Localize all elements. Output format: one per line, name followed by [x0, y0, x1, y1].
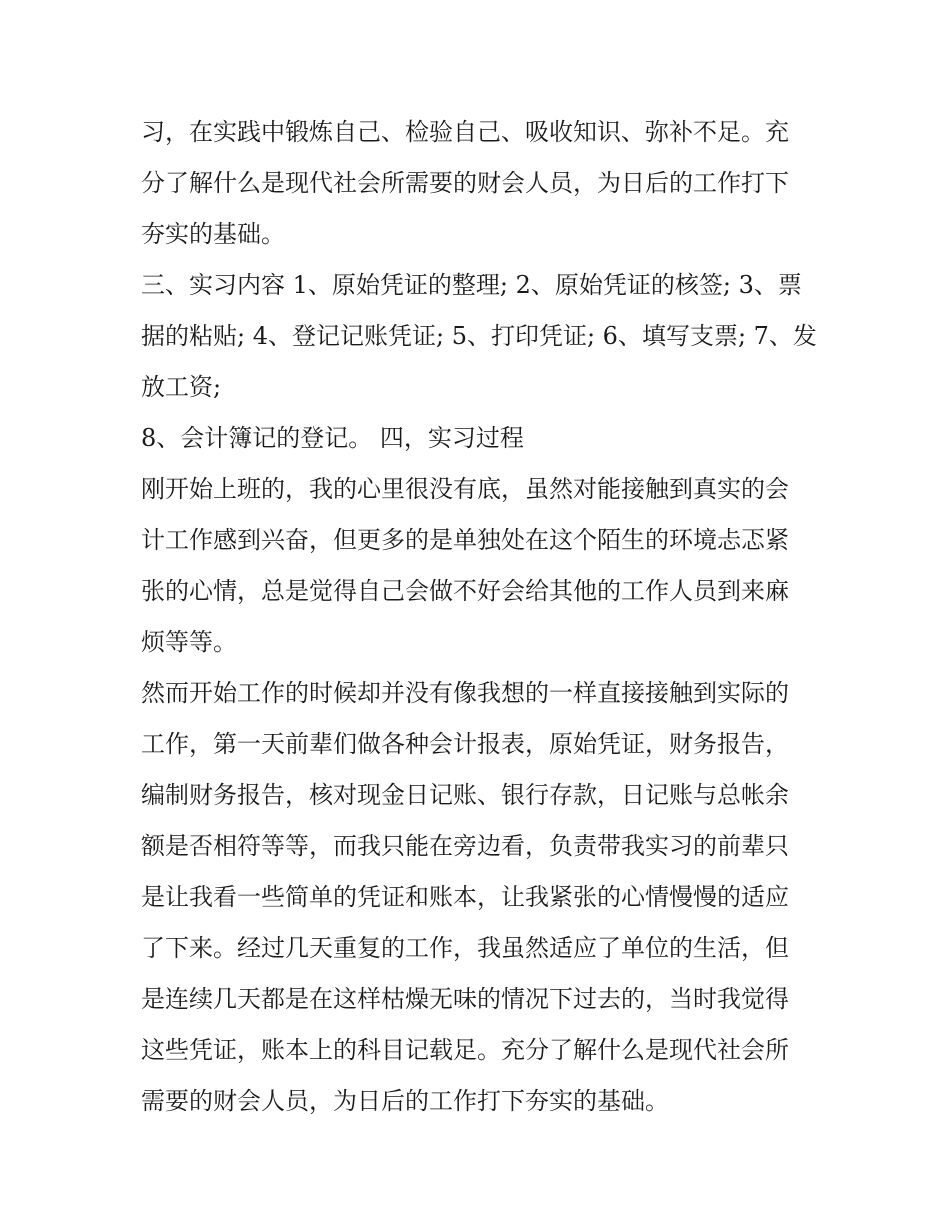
- text-line: 编制财务报告，核对现金日记账、银行存款，日记账与总帐余: [141, 781, 789, 809]
- text-line: 放工资;: [141, 373, 222, 401]
- text-line: 三、实习内容 1、原始凭证的整理; 2、原始凭证的核签; 3、票: [141, 271, 802, 299]
- text-line: 是连续几天都是在这样枯燥无味的情况下过去的，当时我觉得: [141, 985, 789, 1013]
- text-line: 工作，第一天前辈们做各种会计报表，原始凭证，财务报告，: [141, 730, 789, 758]
- text-line: 需要的财会人员，为日后的工作打下夯实的基础。: [141, 1087, 669, 1115]
- text-line: 习，在实践中锻炼自己、检验自己、吸收知识、弥补不足。充: [141, 118, 789, 146]
- text-line: 是让我看一些简单的凭证和账本，让我紧张的心情慢慢的适应: [141, 883, 789, 911]
- text-line: 据的粘贴; 4、登记记账凭证; 5、打印凭证; 6、填写支票; 7、发: [141, 322, 817, 350]
- text-line: 这些凭证，账本上的科目记载足。充分了解什么是现代社会所: [141, 1036, 789, 1064]
- text-line: 刚开始上班的，我的心里很没有底，虽然对能接触到真实的会: [141, 475, 789, 503]
- document-body: [141, 107, 821, 1127]
- text-line: 了下来。经过几天重复的工作，我虽然适应了单位的生活，但: [141, 934, 789, 962]
- text-line: 烦等等。: [141, 628, 237, 656]
- text-line: 夯实的基础。: [141, 220, 285, 248]
- text-line: 计工作感到兴奋，但更多的是单独处在这个陌生的环境忐忑紧: [141, 526, 789, 554]
- text-line: 分了解什么是现代社会所需要的财会人员，为日后的工作打下: [141, 169, 789, 197]
- text-line: 张的心情，总是觉得自己会做不好会给其他的工作人员到来麻: [141, 577, 789, 605]
- text-line: 额是否相符等等，而我只能在旁边看，负责带我实习的前辈只: [141, 832, 789, 860]
- text-line: 8、会计簿记的登记。 四，实习过程: [141, 424, 524, 452]
- text-line: 然而开始工作的时候却并没有像我想的一样直接接触到实际的: [141, 679, 789, 707]
